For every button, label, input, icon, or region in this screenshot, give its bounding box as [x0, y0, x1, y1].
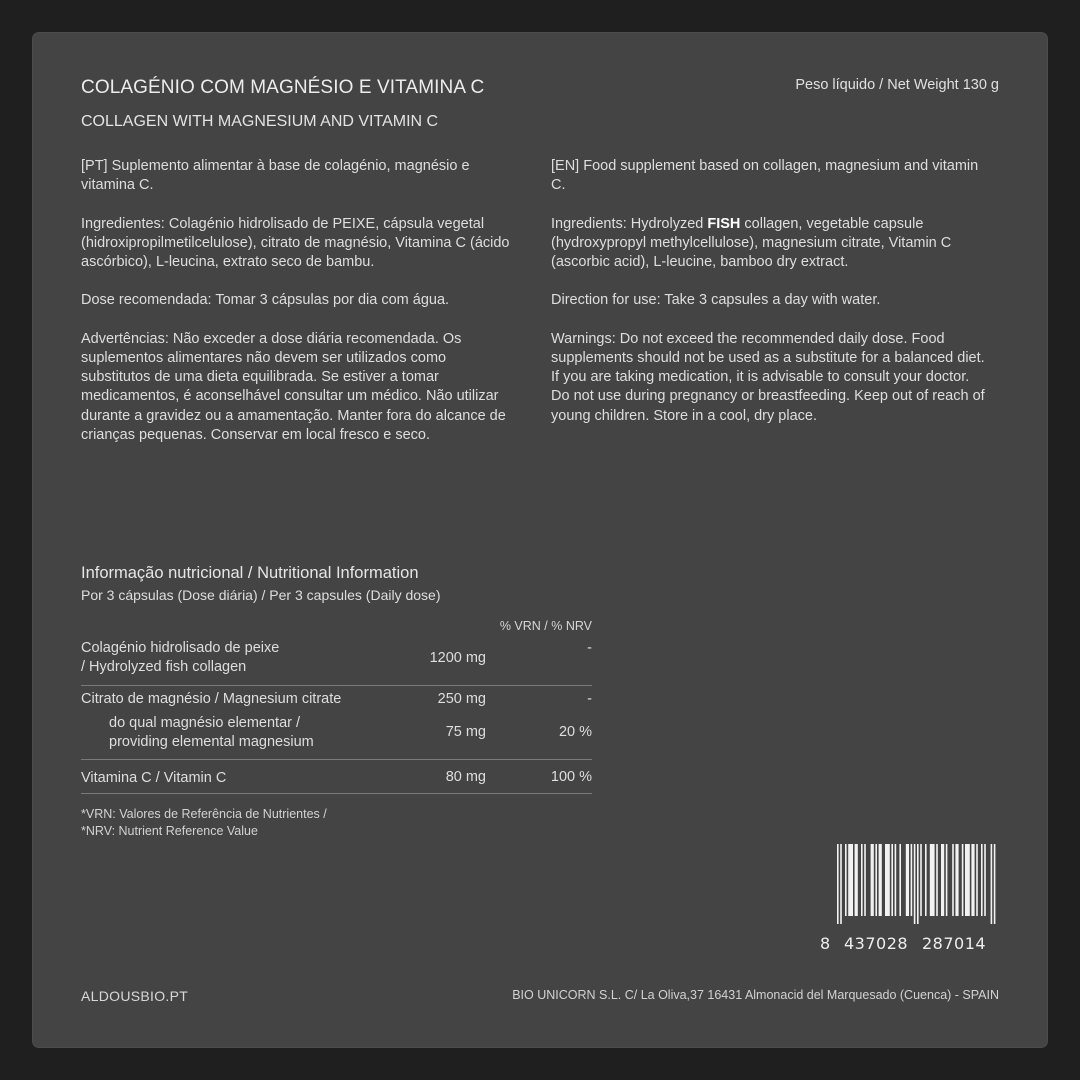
- barcode-bar: [971, 844, 974, 916]
- english-column: [551, 157, 991, 445]
- barcode-bar: [891, 844, 893, 916]
- barcode-bar: [840, 844, 842, 924]
- nutrient-amount: 1200 mg: [429, 650, 486, 666]
- nutrition-table: [81, 615, 592, 794]
- barcode-bar: [911, 844, 913, 916]
- product-label-card: [32, 32, 1048, 1048]
- nutrition-title: Informação nutricional / Nutritional Information: [81, 564, 419, 582]
- allergen-highlight: FISH: [707, 215, 741, 232]
- barcode-bar: [930, 844, 935, 916]
- net-weight: Peso líquido / Net Weight 130 g: [795, 77, 999, 93]
- nutrient-amount: 80 mg: [445, 769, 486, 785]
- nutrient-name-line: / Hydrolyzed fish collagen: [81, 659, 247, 675]
- barcode-bar: [962, 844, 964, 916]
- barcode-bar: [855, 844, 858, 916]
- ingredients-en-start: Ingredients: Hydrolyzed: [551, 215, 708, 232]
- ingredients-pt: Ingredientes: Colagénio hidrolisado de PEIXE, cápsula vegetal (hidroxipropilmetilcelulose), citrato de magnésio, Vitamina C (ácido ascórbico), L-leucina, extrato seco de bambu.: [81, 215, 510, 270]
- description-en: [EN] Food supplement based on collagen, magnesium and vitamin C.: [551, 158, 979, 194]
- nutrient-amount: 250 mg: [437, 691, 486, 707]
- barcode-bar: [871, 844, 874, 916]
- sub-nutrient-name-line: providing elemental magnesium: [109, 734, 314, 750]
- barcode-bar: [864, 844, 866, 916]
- sub-nutrient-amount: 75 mg: [445, 724, 486, 740]
- barcode-bar: [895, 844, 897, 916]
- barcode-bar: [976, 844, 978, 916]
- nutrient-nrv: 100 %: [550, 769, 592, 785]
- warnings-pt: Advertências: Não exceder a dose diária recomendada. Os suplementos alimentares não devem ser utilizados como substitutos de uma dieta equilibrada. Se estiver a tomar medicamentos, é aconselhável consultar um médico. Não utilizar durante a gravidez ou a amamentação. Manter fora do alcance de crianças pequenas. Conservar em local fresco e seco.: [81, 330, 506, 443]
- company-address: BIO UNICORN S.L. C/ La Oliva,37 16431 Almonacid del Marquesado (Cuenca) - SPAIN: [512, 988, 999, 1002]
- portuguese-column: [81, 157, 511, 464]
- product-title-pt: COLAGÉNIO COM MAGNÉSIO E VITAMINA C: [81, 77, 485, 98]
- barcode-bar: [941, 844, 944, 916]
- nutrient-name: Vitamina C / Vitamin C: [81, 770, 227, 786]
- barcode-bar: [875, 844, 877, 916]
- table-row: [81, 760, 592, 794]
- description-pt: [PT] Suplemento alimentar à base de colagénio, magnésio e vitamina C.: [81, 158, 470, 194]
- barcode-bar: [920, 844, 922, 916]
- nutrient-nrv: -: [587, 640, 592, 656]
- nrv-footnote: [81, 806, 327, 839]
- nutrient-nrv: -: [587, 691, 592, 707]
- sub-nutrient-name-line: do qual magnésio elementar /: [109, 715, 301, 731]
- barcode-bar: [845, 844, 847, 916]
- barcode-digits-right: 287014: [922, 934, 987, 953]
- nutrient-name-line: Colagénio hidrolisado de peixe: [81, 640, 280, 656]
- ingredients-en: [551, 215, 991, 273]
- barcode-bar: [936, 844, 938, 916]
- nutrition-subtitle: Por 3 cápsulas (Dose diária) / Per 3 capsules (Daily dose): [81, 587, 441, 603]
- barcode-bar: [946, 844, 948, 916]
- barcode-bar: [984, 844, 986, 916]
- barcode-bar: [925, 844, 927, 916]
- barcode-bar: [879, 844, 882, 916]
- barcode-digits-left: 437028: [844, 934, 909, 953]
- nrv-column-header: % VRN / % NRV: [499, 619, 592, 633]
- ingredients-en-rest: collagen, vegetable capsule (hydroxypropyl methylcellulose), magnesium citrate, Vitamin C (ascorbic acid), L-leucine, bamboo dry extract.: [551, 215, 952, 270]
- website-link[interactable]: ALDOUSBIO.PT: [81, 988, 189, 1004]
- barcode-bar: [848, 844, 853, 916]
- footnote-line: *NRV: Nutrient Reference Value: [81, 823, 258, 838]
- table-row: [81, 686, 592, 760]
- barcode-bar: [981, 844, 983, 916]
- warnings-en: Warnings: Do not exceed the recommended daily dose. Food supplements should not be used as a substitute for a balanced diet. If you are taking medication, it is advisable to consult your doctor. Do not use during pregnancy or breastfeeding. Keep out of reach of young children. Store in a cool, dry place.: [551, 330, 985, 424]
- barcode-bar: [955, 844, 958, 916]
- barcode-digit-first: 8: [820, 934, 831, 953]
- barcode-bar: [965, 844, 970, 916]
- barcode-image: [837, 844, 1001, 924]
- dose-en: Direction for use: Take 3 capsules a day with water.: [551, 292, 881, 309]
- table-row: [81, 637, 592, 686]
- footnote-line: *VRN: Valores de Referência de Nutrientes /: [81, 807, 327, 821]
- sub-nutrient-nrv: 20 %: [558, 724, 592, 740]
- nutrient-name: Citrato de magnésio / Magnesium citrate: [81, 691, 342, 707]
- dose-pt: Dose recomendada: Tomar 3 cápsulas por dia com água.: [81, 292, 450, 309]
- barcode-bar: [917, 844, 919, 924]
- barcode-bar: [952, 844, 954, 916]
- barcode-bar: [837, 844, 839, 924]
- sub-nutrient-name: [109, 714, 314, 752]
- barcode-bar: [906, 844, 909, 916]
- barcode-bar: [914, 844, 916, 924]
- barcode-bar: [885, 844, 890, 916]
- nutrition-table-header: [81, 615, 592, 637]
- product-title-en: COLLAGEN WITH MAGNESIUM AND VITAMIN C: [81, 113, 439, 130]
- barcode-bar: [861, 844, 863, 916]
- barcode-bar: [991, 844, 993, 924]
- nutrient-name: [81, 639, 279, 677]
- barcode-bar: [994, 844, 996, 924]
- barcode-bar: [899, 844, 901, 916]
